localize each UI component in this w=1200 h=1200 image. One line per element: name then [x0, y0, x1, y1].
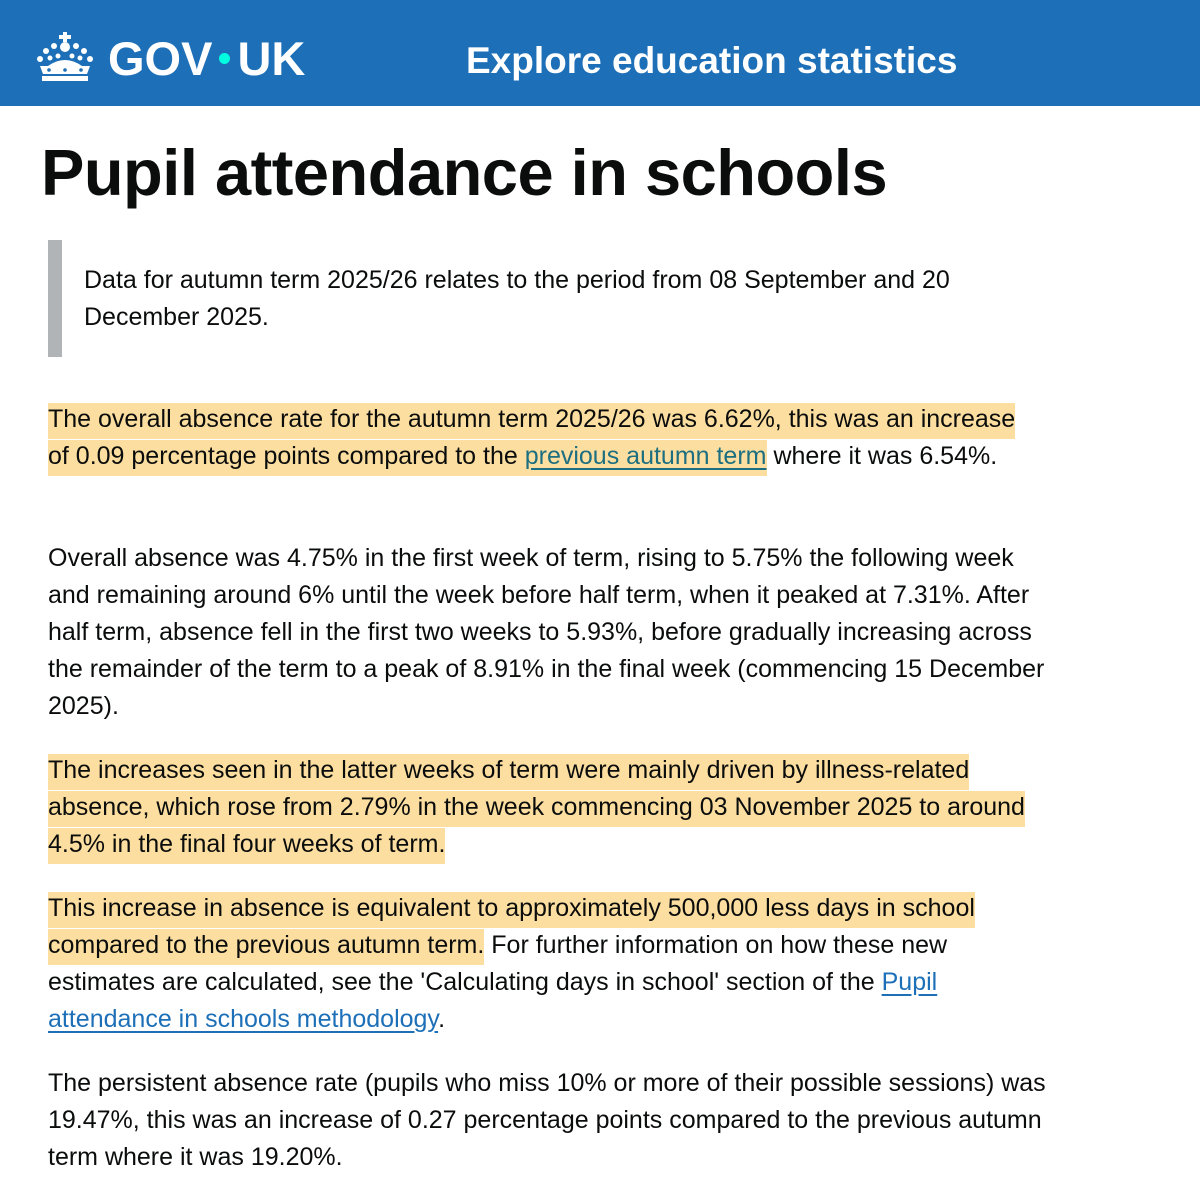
inset-paragraph: Data for autumn term 2025/26 relates to the period from 08 September and 20 December 2025.	[84, 266, 950, 331]
paragraph-days-in-school	[48, 890, 1038, 1038]
crown-icon	[34, 32, 96, 84]
govuk-wordmark[interactable]	[108, 31, 306, 85]
brand-text: GOV	[108, 31, 213, 85]
govuk-logo-link[interactable]	[34, 28, 305, 88]
highlighted-text: This increase in absence is equivalent to approximately 500,000 less days in school compared to the previous autumn term.	[48, 892, 975, 965]
inset-text	[48, 240, 1008, 357]
paragraph-text: For further information on how these new estimates are calculated, see the 'Calculating days in school' section of the	[48, 931, 948, 996]
paragraph-text: where it was 6.54%.	[766, 442, 998, 470]
previous-autumn-term-link[interactable]: previous autumn term	[525, 440, 767, 476]
paragraph-weekly-absence: Overall absence was 4.75% in the first week of term, rising to 5.75% the following week and remaining around 6% until the week before half term, when it peaked at 7.31%. After half term, absence fell in the first two weeks to 5.93%, before gradually increasing across the remainder of the term to a peak of 8.91% in the final week (commencing 15 December 2025).	[48, 544, 1045, 720]
paragraph-persistent-absence: The persistent absence rate (pupils who miss 10% or more of their possible sessions) was 19.47%, this was an increase of 0.27 percentage points compared to the previous autumn term where it was 19.20%.	[48, 1069, 1046, 1171]
highlighted-text: The increases seen in the latter weeks of term were mainly driven by illness-related absence, which rose from 2.79% in the week commencing 03 November 2025 to around 4.5% in the final four weeks of term.	[48, 754, 1025, 864]
logo-dot-icon	[219, 53, 230, 64]
paragraph-overall-absence	[48, 401, 1028, 475]
highlighted-text: The overall absence rate for the autumn term 2025/26 was 6.62%, this was an increase of 0.09 percentage points compared to the	[48, 403, 1015, 476]
paragraph-text: .	[438, 1005, 446, 1033]
paragraph-illness-absence	[48, 752, 1038, 863]
methodology-link[interactable]: Pupil attendance in schools methodology	[48, 968, 938, 1033]
brand-suffix-text: UK	[237, 31, 306, 85]
page-title: Pupil attendance in schools	[41, 136, 888, 209]
service-name-link[interactable]: Explore education statistics	[466, 40, 958, 81]
govuk-header	[0, 0, 1200, 106]
